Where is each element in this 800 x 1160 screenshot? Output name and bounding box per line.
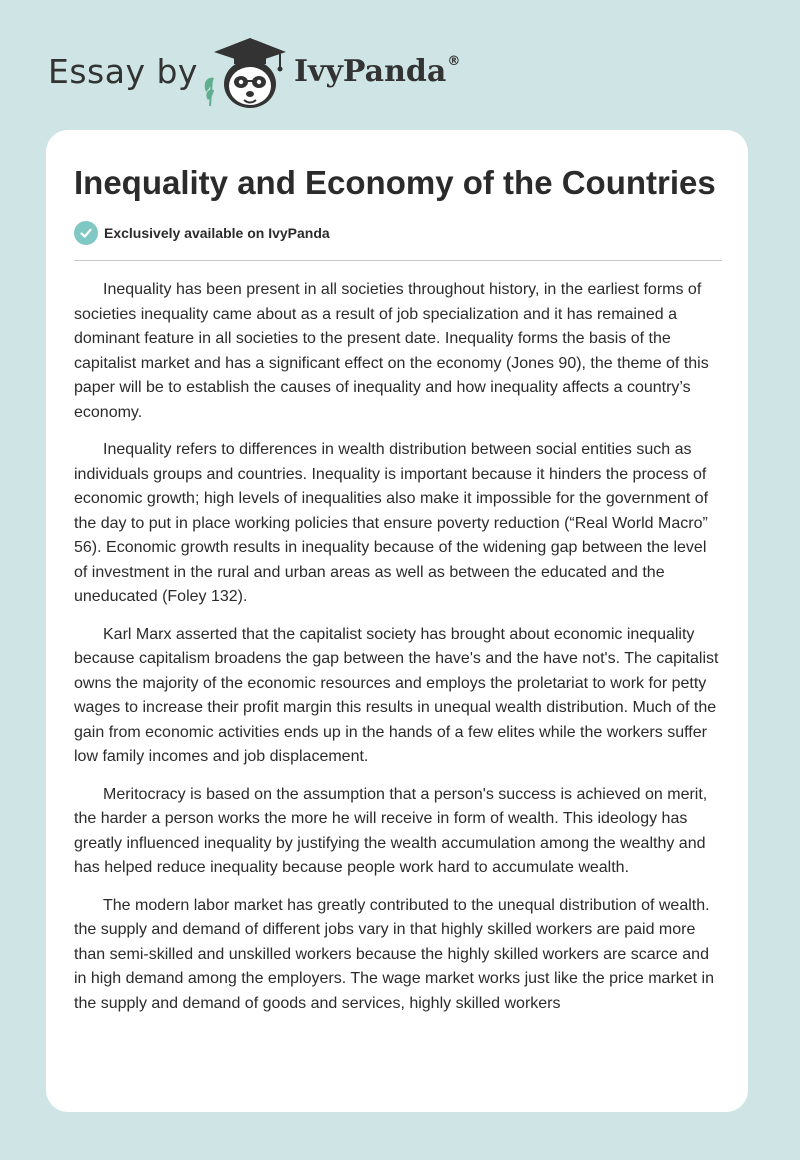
paragraph: Karl Marx asserted that the capitalist society has brought about economic inequality because capitalism broadens the gap between the have's and the have not's. The capitalist owns the majority of the economic resources and employs the proletariat to work for petty wages to increase their profit margin this results in unequal wealth distribution. Much of the gain from economic activities ends up in the hands of a few elites while the workers suffer low family incomes and job displacement. (74, 625, 719, 765)
brand-prefix: Essay by (48, 52, 198, 91)
paragraph: Meritocracy is based on the assumption that a person's success is achieved on merit, the harder a person works the more he will receive in form of wealth. This ideology has greatly influenced inequality by justifying the wealth accumulation among the wealthy and has helped reduce inequality because people work hard to accumulate wealth. (74, 785, 708, 876)
brand-header (48, 30, 508, 110)
brand-name[interactable]: IvyPanda® (294, 54, 461, 89)
page-title: Inequality and Economy of the Countries (74, 164, 716, 201)
paragraph: Inequality refers to differences in wealth distribution between social entities such as individuals groups and countries. Inequality is important because it hinders the process of economic growth; high levels of inequalities also make it impossible for the government of the day to put in place working policies that ensure poverty reduction (“Real World Macro” 56). Economic growth results in inequality because of the widening gap between the level of investment in the rural and urban areas as well as between the educated and the uneducated (Foley 132). (74, 441, 709, 605)
registered-mark: ® (447, 54, 461, 69)
paragraph: Inequality has been present in all societies throughout history, in the earliest forms of societies inequality came about as a result of job specialization and it has remained a dominant feature in all societies to the present date. Inequality forms the basis of the capitalist market and has a significant effect on the economy (Jones 90), the theme of this paper will be to establish the causes of inequality and how inequality affects a country’s economy. (74, 281, 709, 421)
divider (74, 260, 722, 261)
panda-graduate-icon (200, 34, 288, 112)
check-icon (74, 221, 98, 245)
article-body (74, 278, 724, 1029)
article-card (46, 130, 748, 1112)
exclusive-badge (74, 221, 330, 245)
badge-label: Exclusively available on IvyPanda (104, 225, 330, 241)
paragraph: The modern labor market has greatly contributed to the unequal distribution of wealth. the supply and demand of different jobs vary in that highly skilled workers are paid more than semi-skilled and unskilled workers because the highly skilled workers are scarce and in high demand among the employers. The wage market works just like the price market in the supply and demand of goods and services, highly skilled workers (74, 896, 715, 1012)
